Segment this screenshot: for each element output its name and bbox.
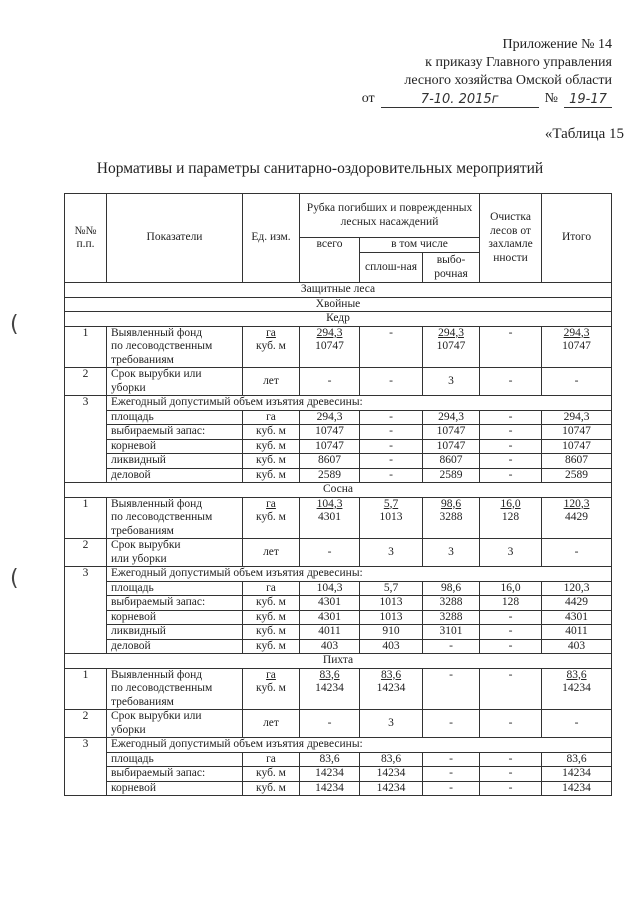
- col-unit: Ед. изм.: [243, 194, 300, 283]
- section-row: [65, 654, 612, 669]
- table-cell: -: [423, 752, 480, 767]
- cell-line: 14234: [315, 682, 344, 694]
- table-cell: деловой: [107, 468, 243, 483]
- margin-mark: (: [10, 566, 19, 591]
- table-cell: -: [360, 410, 423, 425]
- cell-line: 83,6: [380, 668, 402, 681]
- table-cell: ликвидный: [107, 625, 243, 640]
- col-total: всего: [300, 238, 360, 283]
- cell-line: 4429: [565, 511, 589, 523]
- cell-line: 104,3: [316, 497, 343, 510]
- cell-line: 98,6: [440, 497, 462, 510]
- table-cell: [542, 497, 612, 539]
- table-cell: 4301: [300, 596, 360, 611]
- table-cell: 14234: [360, 781, 423, 796]
- table-cell: 2: [65, 539, 107, 567]
- table-row: [65, 596, 612, 611]
- table-cell: 2589: [300, 468, 360, 483]
- cell-line: куб. м: [256, 511, 286, 523]
- cell-line: Срок вырубки: [111, 539, 181, 551]
- table-row: [65, 454, 612, 469]
- table-cell: 1013: [360, 596, 423, 611]
- table-cell: -: [480, 639, 542, 654]
- table-cell: площадь: [107, 752, 243, 767]
- table-cell: [360, 326, 423, 368]
- table-cell: [107, 710, 243, 738]
- table-cell: -: [480, 752, 542, 767]
- table-cell: 1: [65, 668, 107, 710]
- table-row: [65, 539, 612, 567]
- table-cell: [480, 668, 542, 710]
- table-cell: деловой: [107, 639, 243, 654]
- handwritten-number: 19-17: [564, 93, 612, 108]
- table-cell: 10747: [300, 439, 360, 454]
- cell-line: 83,6: [566, 668, 587, 681]
- document-title: Нормативы и параметры санитарно-оздоровительных мероприятий: [96, 160, 544, 177]
- table-cell: 2: [65, 368, 107, 396]
- cell-line: Выявленный фонд: [111, 326, 203, 339]
- table-cell: 403: [300, 639, 360, 654]
- table-cell: [300, 668, 360, 710]
- cell-line: Срок вырубки или: [111, 368, 202, 380]
- table-cell: 83,6: [360, 752, 423, 767]
- table-cell: корневой: [107, 610, 243, 625]
- table-cell: 83,6: [542, 752, 612, 767]
- table-row: [65, 738, 612, 753]
- table-cell: га: [243, 752, 300, 767]
- section-row: [65, 483, 612, 498]
- number-label: №: [544, 91, 558, 106]
- cell-line: 10747: [315, 340, 344, 352]
- handwritten-date: 7-10. 2015г: [381, 93, 539, 108]
- table-cell: 120,3: [542, 581, 612, 596]
- table-cell: 403: [360, 639, 423, 654]
- table-cell: 3101: [423, 625, 480, 640]
- table-row: [65, 326, 612, 368]
- table-cell: -: [300, 368, 360, 396]
- table-cell: площадь: [107, 410, 243, 425]
- table-cell: куб. м: [243, 625, 300, 640]
- table-cell: 2: [65, 710, 107, 738]
- table-cell: куб. м: [243, 425, 300, 440]
- table-note: «Таблица 15: [544, 126, 624, 142]
- table-cell: куб. м: [243, 781, 300, 796]
- table-cell: 10747: [542, 439, 612, 454]
- cell-line: га: [266, 497, 276, 510]
- table-header: [65, 194, 612, 283]
- table-cell: [480, 326, 542, 368]
- table-cell: 1: [65, 497, 107, 539]
- table-cell: 2589: [542, 468, 612, 483]
- table-cell: корневой: [107, 781, 243, 796]
- table-cell: [300, 497, 360, 539]
- table-cell: -: [423, 710, 480, 738]
- table-cell: 403: [542, 639, 612, 654]
- section-heading: Кедр: [65, 312, 612, 327]
- cell-line: 4301: [318, 511, 341, 523]
- table-cell: -: [542, 539, 612, 567]
- authority-name: лесного хозяйства Омской области: [404, 73, 612, 88]
- table-cell: 8607: [542, 454, 612, 469]
- table-cell: куб. м: [243, 639, 300, 654]
- table-cell: 910: [360, 625, 423, 640]
- table-cell: -: [480, 767, 542, 782]
- table-cell: -: [480, 368, 542, 396]
- table-cell: 14234: [300, 781, 360, 796]
- appendix-number: Приложение № 14: [502, 37, 612, 52]
- cell-line: требованиям: [111, 524, 174, 537]
- table-cell: 14234: [542, 767, 612, 782]
- cell-line: -: [508, 326, 513, 339]
- table-cell: 3: [423, 539, 480, 567]
- table-cell: 10747: [423, 425, 480, 440]
- table-cell: [423, 497, 480, 539]
- table-cell: 3288: [423, 610, 480, 625]
- cell-line: куб. м: [256, 340, 286, 352]
- table-cell: [107, 497, 243, 539]
- table-cell: [360, 497, 423, 539]
- table-cell: 4429: [542, 596, 612, 611]
- table-cell: -: [480, 454, 542, 469]
- table-cell: лет: [243, 710, 300, 738]
- table-cell: [360, 668, 423, 710]
- table-row: [65, 368, 612, 396]
- table-cell: 3: [360, 710, 423, 738]
- table-cell: 294,3: [542, 410, 612, 425]
- table-row: [65, 468, 612, 483]
- table-cell: 294,3: [300, 410, 360, 425]
- section-heading: Сосна: [65, 483, 612, 498]
- sanitary-measures-table: [64, 193, 612, 796]
- cell-line: 128: [501, 511, 520, 523]
- table-cell: куб. м: [243, 767, 300, 782]
- table-cell: -: [480, 439, 542, 454]
- table-cell: 10747: [542, 425, 612, 440]
- table-cell: -: [480, 425, 542, 440]
- table-cell: 98,6: [423, 581, 480, 596]
- table-cell: -: [480, 610, 542, 625]
- section-row: [65, 297, 612, 312]
- table-cell: куб. м: [243, 610, 300, 625]
- table-cell: [107, 668, 243, 710]
- table-cell: -: [480, 710, 542, 738]
- cell-line: 10747: [436, 340, 466, 352]
- table-cell: га: [243, 410, 300, 425]
- table-row: [65, 581, 612, 596]
- section-heading: Пихта: [65, 654, 612, 669]
- table-cell: 14234: [542, 781, 612, 796]
- table-cell: лет: [243, 368, 300, 396]
- table-cell: [423, 326, 480, 368]
- cell-line: 120,3: [563, 497, 590, 510]
- margin-mark: (: [10, 312, 19, 337]
- cell-line: га: [266, 326, 276, 339]
- from-label: от: [361, 91, 375, 106]
- table-row: [65, 567, 612, 582]
- table-row: [65, 781, 612, 796]
- col-itogo: Итого: [542, 194, 612, 283]
- table-cell: куб. м: [243, 596, 300, 611]
- table-cell: 128: [480, 596, 542, 611]
- table-cell: -: [542, 368, 612, 396]
- table-cell: [542, 326, 612, 368]
- table-cell: 3288: [423, 596, 480, 611]
- cell-line: -: [508, 668, 513, 681]
- table-body: [65, 283, 612, 796]
- table-row: [65, 752, 612, 767]
- table-row: [65, 410, 612, 425]
- cell-line: уборки: [111, 723, 146, 736]
- table-cell: -: [360, 468, 423, 483]
- table-row: [65, 396, 612, 411]
- table-cell: -: [360, 425, 423, 440]
- annual-volume-label: Ежегодный допустимый объем изъятия древесины:: [107, 567, 612, 582]
- table-cell: -: [360, 368, 423, 396]
- table-cell: куб. м: [243, 468, 300, 483]
- col-cleaning: Очистка лесов от захламле нности: [480, 194, 542, 283]
- cell-line: 1013: [379, 511, 403, 523]
- table-cell: выбираемый запас:: [107, 425, 243, 440]
- table-cell: [107, 539, 243, 567]
- table-cell: 3: [480, 539, 542, 567]
- table-cell: лет: [243, 539, 300, 567]
- cell-line: Выявленный фонд: [111, 668, 203, 681]
- table-cell: -: [480, 781, 542, 796]
- cell-line: 3288: [439, 511, 463, 523]
- table-cell: 5,7: [360, 581, 423, 596]
- table-cell: площадь: [107, 581, 243, 596]
- table-cell: [542, 668, 612, 710]
- cell-line: по лесоводственным: [111, 340, 213, 352]
- table-cell: 3: [65, 738, 107, 796]
- table-cell: -: [480, 625, 542, 640]
- table-cell: [243, 497, 300, 539]
- table-cell: 1: [65, 326, 107, 368]
- table-cell: корневой: [107, 439, 243, 454]
- table-cell: 4011: [300, 625, 360, 640]
- table-cell: [300, 326, 360, 368]
- cell-line: 5,7: [383, 497, 399, 510]
- table-row: [65, 497, 612, 539]
- table-cell: 8607: [300, 454, 360, 469]
- table-cell: 4301: [542, 610, 612, 625]
- cell-line: по лесоводственным: [111, 682, 213, 694]
- table-cell: га: [243, 581, 300, 596]
- table-cell: [107, 368, 243, 396]
- col-including: в том числе: [360, 238, 480, 253]
- col-indicators: Показатели: [107, 194, 243, 283]
- cell-line: уборки: [111, 381, 146, 394]
- cell-line: -: [449, 668, 453, 681]
- table-row: [65, 425, 612, 440]
- table-cell: [480, 497, 542, 539]
- table-cell: -: [423, 639, 480, 654]
- table-row: [65, 639, 612, 654]
- table-cell: [243, 326, 300, 368]
- cell-line: -: [389, 326, 393, 339]
- annual-volume-label: Ежегодный допустимый объем изъятия древесины:: [107, 738, 612, 753]
- table-cell: 3: [65, 396, 107, 483]
- table-cell: 10747: [300, 425, 360, 440]
- table-cell: -: [480, 410, 542, 425]
- appendix-header: [362, 36, 612, 108]
- table-row: [65, 439, 612, 454]
- col-num: №№ п.п.: [65, 194, 107, 283]
- section-heading: Защитные леса: [65, 283, 612, 298]
- section-row: [65, 312, 612, 327]
- order-reference: к приказу Главного управления: [425, 55, 612, 70]
- table-cell: ликвидный: [107, 454, 243, 469]
- cell-line: 14234: [562, 682, 591, 694]
- section-row: [65, 283, 612, 298]
- table-cell: [423, 668, 480, 710]
- section-heading: Хвойные: [65, 297, 612, 312]
- annual-volume-label: Ежегодный допустимый объем изъятия древесины:: [107, 396, 612, 411]
- table-cell: -: [300, 710, 360, 738]
- table-cell: куб. м: [243, 454, 300, 469]
- cell-line: или уборки: [111, 552, 167, 565]
- cell-line: 16,0: [500, 497, 521, 510]
- table-cell: [107, 326, 243, 368]
- table-cell: -: [423, 781, 480, 796]
- table-cell: 10747: [423, 439, 480, 454]
- table-cell: выбираемый запас:: [107, 596, 243, 611]
- cell-line: куб. м: [256, 682, 286, 694]
- table-cell: куб. м: [243, 439, 300, 454]
- table-cell: -: [423, 767, 480, 782]
- table-cell: 294,3: [423, 410, 480, 425]
- table-cell: 104,3: [300, 581, 360, 596]
- table-cell: -: [360, 454, 423, 469]
- order-date-line: [362, 90, 612, 108]
- cell-line: 14234: [376, 682, 406, 694]
- table-cell: 14234: [300, 767, 360, 782]
- table-cell: 8607: [423, 454, 480, 469]
- cell-line: по лесоводственным: [111, 511, 213, 523]
- cell-line: 83,6: [319, 668, 340, 681]
- table-cell: [243, 668, 300, 710]
- table-cell: -: [542, 710, 612, 738]
- table-row: [65, 668, 612, 710]
- table-cell: 3: [423, 368, 480, 396]
- cell-line: га: [266, 668, 276, 681]
- table-cell: 3: [65, 567, 107, 654]
- table-cell: 3: [360, 539, 423, 567]
- cell-line: 10747: [562, 340, 591, 352]
- cell-line: 294,3: [316, 326, 343, 339]
- table-row: [65, 710, 612, 738]
- col-clear: сплош-ная: [360, 253, 423, 283]
- table-row: [65, 610, 612, 625]
- cell-line: требованиям: [111, 695, 174, 708]
- table-cell: 4011: [542, 625, 612, 640]
- table-cell: 2589: [423, 468, 480, 483]
- cell-line: 294,3: [438, 326, 464, 339]
- col-felling: Рубка погибших и поврежденных лесных насаждений: [300, 194, 480, 238]
- col-selective: выбо-рочная: [423, 253, 480, 283]
- table-cell: -: [480, 468, 542, 483]
- table-cell: 4301: [300, 610, 360, 625]
- table-cell: 1013: [360, 610, 423, 625]
- cell-line: 294,3: [563, 326, 590, 339]
- cell-line: Срок вырубки или: [111, 710, 202, 722]
- table-cell: -: [300, 539, 360, 567]
- table-row: [65, 767, 612, 782]
- cell-line: требованиям: [111, 353, 174, 366]
- cell-line: Выявленный фонд: [111, 497, 203, 510]
- table-cell: 83,6: [300, 752, 360, 767]
- table-row: [65, 625, 612, 640]
- table-cell: 16,0: [480, 581, 542, 596]
- table-cell: -: [360, 439, 423, 454]
- table-cell: 14234: [360, 767, 423, 782]
- table-cell: выбираемый запас:: [107, 767, 243, 782]
